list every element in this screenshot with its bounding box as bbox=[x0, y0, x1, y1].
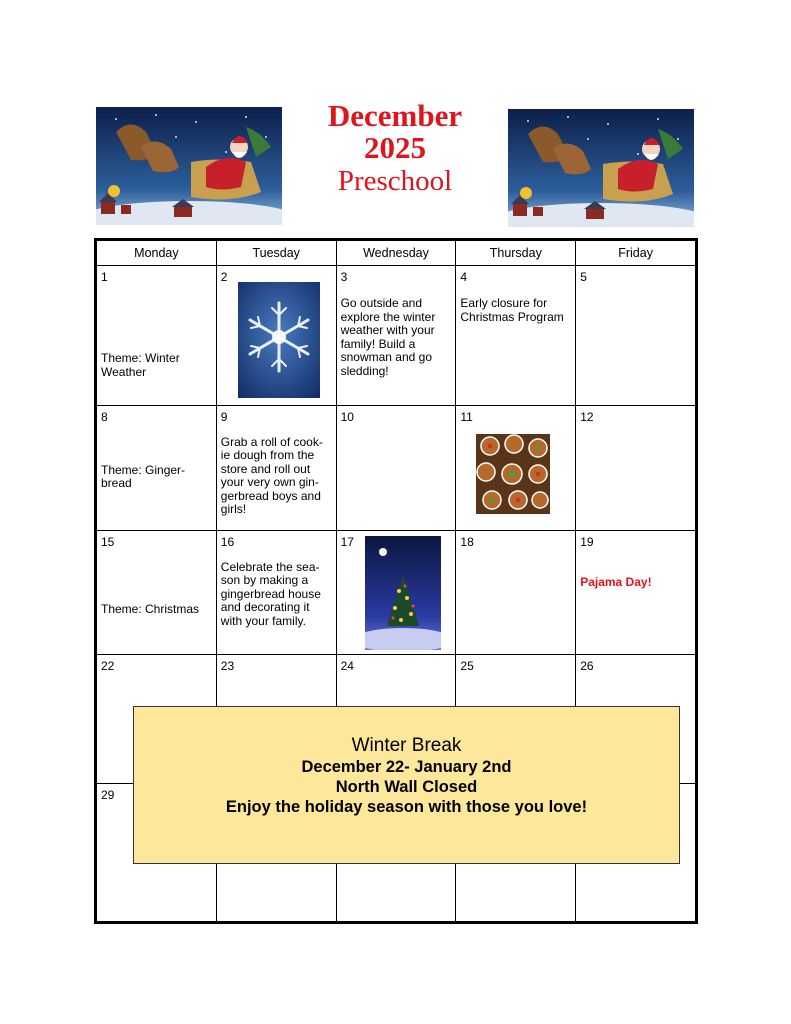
day-number: 9 bbox=[220, 409, 228, 424]
day-cell bbox=[456, 266, 576, 406]
snowflake-image bbox=[238, 282, 320, 398]
pajama-day-label: Pajama Day! bbox=[580, 574, 652, 589]
christmas-tree-night-image bbox=[365, 536, 441, 650]
santa-sleigh-image-left bbox=[96, 107, 282, 225]
weekday-wednesday: Wednesday bbox=[336, 241, 456, 266]
activity-note: Go outside and explore the winter weather with your family! Build a snowman and go sledding! bbox=[340, 296, 436, 378]
day-cell bbox=[97, 266, 217, 406]
day-number: 24 bbox=[340, 659, 354, 674]
banner-dates: December 22- January 2nd bbox=[301, 758, 512, 776]
day-cell bbox=[216, 266, 336, 406]
day-number: 12 bbox=[580, 409, 594, 424]
theme-label: Theme: Ginger-bread bbox=[101, 462, 186, 491]
week-row bbox=[97, 405, 696, 530]
theme-label: Theme: Christmas bbox=[101, 601, 200, 616]
santa-sleigh-image-right bbox=[508, 109, 694, 227]
day-cell bbox=[216, 530, 336, 655]
banner-closure: North Wall Closed bbox=[335, 778, 478, 796]
weekday-header-row bbox=[97, 241, 696, 266]
day-number: 18 bbox=[460, 534, 474, 549]
day-cell bbox=[97, 405, 217, 530]
day-cell bbox=[576, 266, 696, 406]
weekday-monday: Monday bbox=[97, 241, 217, 266]
day-number: 2 bbox=[220, 270, 228, 285]
day-cell bbox=[456, 405, 576, 530]
activity-note: Early closure for Christmas Program bbox=[460, 296, 564, 324]
activity-note: Grab a roll of cook-ie dough from the store and roll out your very own gin-gerbread boys and girls! bbox=[220, 434, 323, 517]
day-number: 11 bbox=[460, 409, 473, 424]
title-year: 2025 bbox=[364, 130, 426, 165]
day-cell bbox=[336, 266, 456, 406]
day-number: 29 bbox=[101, 788, 115, 803]
day-cell bbox=[216, 405, 336, 530]
day-number: 22 bbox=[101, 659, 115, 674]
weekday-friday: Friday bbox=[576, 241, 696, 266]
theme-label: Theme: Winter Weather bbox=[101, 351, 180, 379]
title-subtitle: Preschool bbox=[337, 165, 453, 197]
banner-title: Winter Break bbox=[351, 735, 462, 756]
day-number: 15 bbox=[101, 534, 115, 549]
week-row bbox=[97, 266, 696, 406]
day-number: 16 bbox=[220, 534, 235, 549]
weekday-tuesday: Tuesday bbox=[216, 241, 336, 266]
day-cell bbox=[97, 530, 217, 655]
calendar-title bbox=[300, 100, 490, 198]
day-number: 1 bbox=[101, 270, 108, 285]
weekday-thursday: Thursday bbox=[456, 241, 576, 266]
gingerbread-cookies-image bbox=[476, 434, 550, 514]
day-number: 4 bbox=[460, 270, 468, 285]
day-number: 10 bbox=[340, 409, 354, 424]
winter-break-banner bbox=[133, 706, 680, 864]
day-number: 19 bbox=[580, 534, 594, 549]
day-number: 3 bbox=[340, 270, 348, 285]
day-cell bbox=[576, 405, 696, 530]
day-number: 26 bbox=[580, 659, 594, 674]
day-cell bbox=[576, 530, 696, 655]
day-cell bbox=[336, 530, 456, 655]
banner-message: Enjoy the holiday season with those you love! bbox=[225, 798, 588, 816]
day-number: 25 bbox=[460, 659, 474, 674]
day-number: 8 bbox=[101, 409, 108, 424]
week-row bbox=[97, 530, 696, 655]
day-number: 23 bbox=[220, 659, 235, 674]
day-cell bbox=[456, 530, 576, 655]
title-month: December bbox=[327, 98, 463, 133]
day-number: 17 bbox=[340, 534, 354, 549]
day-cell bbox=[336, 405, 456, 530]
day-number: 5 bbox=[580, 270, 587, 285]
activity-note: Celebrate the sea-son by making a gingerbread house and decorating it with your family. bbox=[220, 559, 321, 628]
